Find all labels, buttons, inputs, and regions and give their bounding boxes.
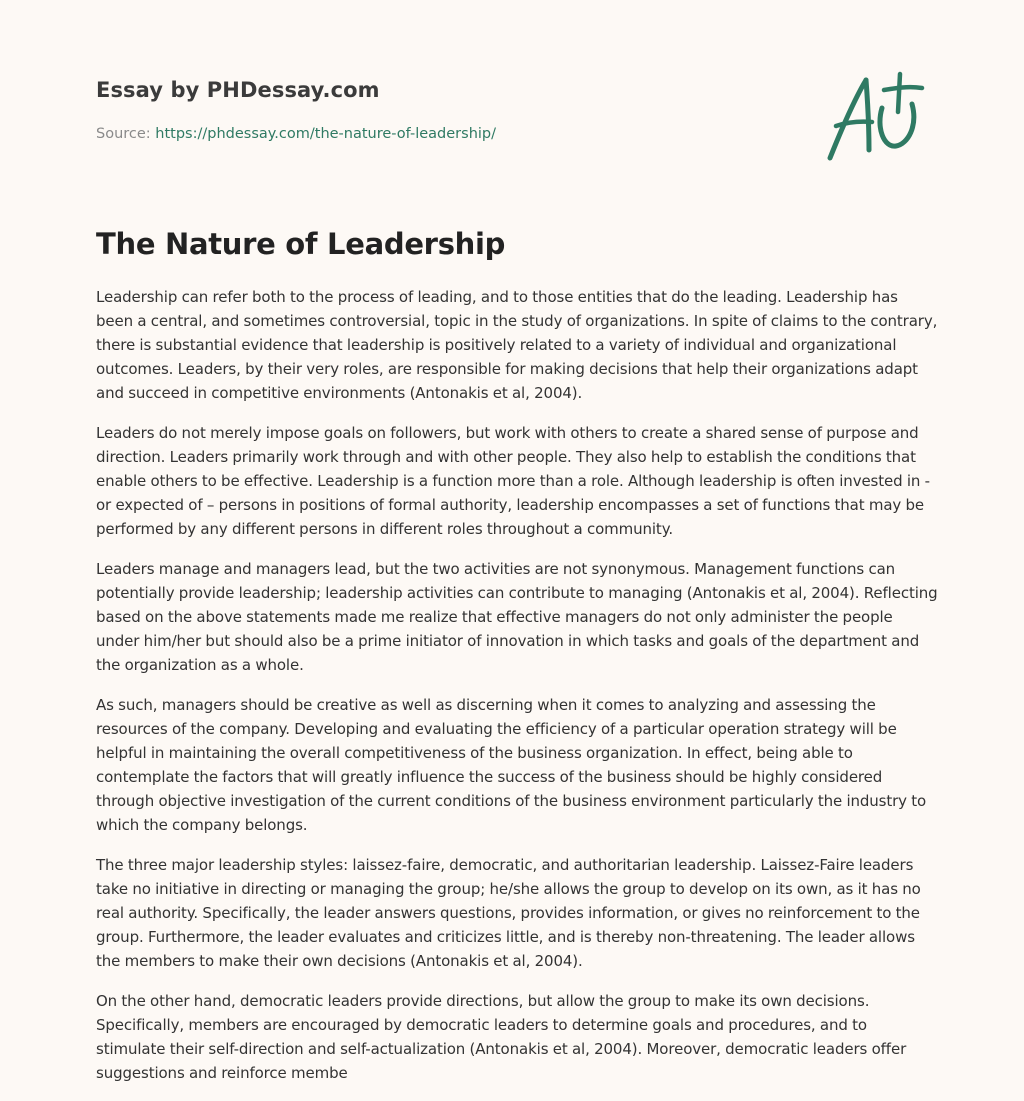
essay-body bbox=[96, 285, 938, 1101]
essay-paragraph: Leaders do not merely impose goals on followers, but work with others to create a shared sense of purpose and direction. Leaders primarily work through and with other people. They also help to establish the conditions that enable others to be effective. Leadership is a function more than a role. Although leadership is often invested in - or expected of – persons in positions of formal authority, leadership encompasses a set of functions that may be performed by any different persons in different roles throughout a community. bbox=[96, 424, 930, 538]
source-label: Source: bbox=[96, 126, 156, 142]
essay-title: The Nature of Leadership bbox=[96, 227, 506, 261]
essay-paragraph: Leaders manage and managers lead, but the two activities are not synonymous. Management functions can potentially provide leadership; leadership activities can contribute to managing (Antonakis et al, 2004). Reflecting based on the above statements made me realize that effective managers do not only administer the people under him/her but should also be a prime initiator of innovation in which tasks and goals of the department and the organization as a whole. bbox=[96, 560, 938, 674]
essay-paragraph: The three major leadership styles: laissez-faire, democratic, and authoritarian leadership. Laissez-Faire leaders take no initiative in directing or managing the group; he/she allows the group to develop on its own, as it has no real authority. Specifically, the leader answers questions, provides information, or gives no reinforcement to the group. Furthermore, the leader evaluates and criticizes little, and is thereby non-threatening. The leader allows the members to make their own decisions (Antonakis et al, 2004). bbox=[96, 856, 921, 970]
site-name: Essay by PHDessay.com bbox=[96, 78, 380, 102]
page-header bbox=[96, 74, 696, 144]
essay-paragraph: As such, managers should be creative as well as discerning when it comes to analyzing and assessing the resources of the company. Developing and evaluating the efficiency of a particular operation strategy will be helpful in maintaining the overall competitiveness of the business organization. In effect, being able to contemplate the factors that will greatly influence the success of the business should be highly considered through objective investigation of the current conditions of the business environment particularly the industry to which the company belongs. bbox=[96, 696, 927, 834]
essay-paragraph: Leadership can refer both to the process of leading, and to those entities that do the leading. Leadership has been a central, and sometimes controversial, topic in the study of organizations. In spite of claims to the contrary, there is substantial evidence that leadership is positively related to a variety of individual and organizational outcomes. Leaders, by their very roles, are responsible for making decisions that help their organizations adapt and succeed in competitive environments (Antonakis et al, 2004). bbox=[96, 288, 938, 402]
source-line bbox=[96, 124, 696, 144]
essay-paragraph: On the other hand, democratic leaders provide directions, but allow the group to make its own decisions. Specifically, members are encouraged by democratic leaders to determine goals and procedures, and to stimulate their self-direction and self-actualization (Antonakis et al, 2004). Moreover, democratic leaders offer suggestions and reinforce membe bbox=[96, 992, 907, 1082]
a-plus-logo-icon bbox=[822, 66, 932, 166]
source-link[interactable]: https://phdessay.com/the-nature-of-leadership/ bbox=[155, 126, 497, 142]
